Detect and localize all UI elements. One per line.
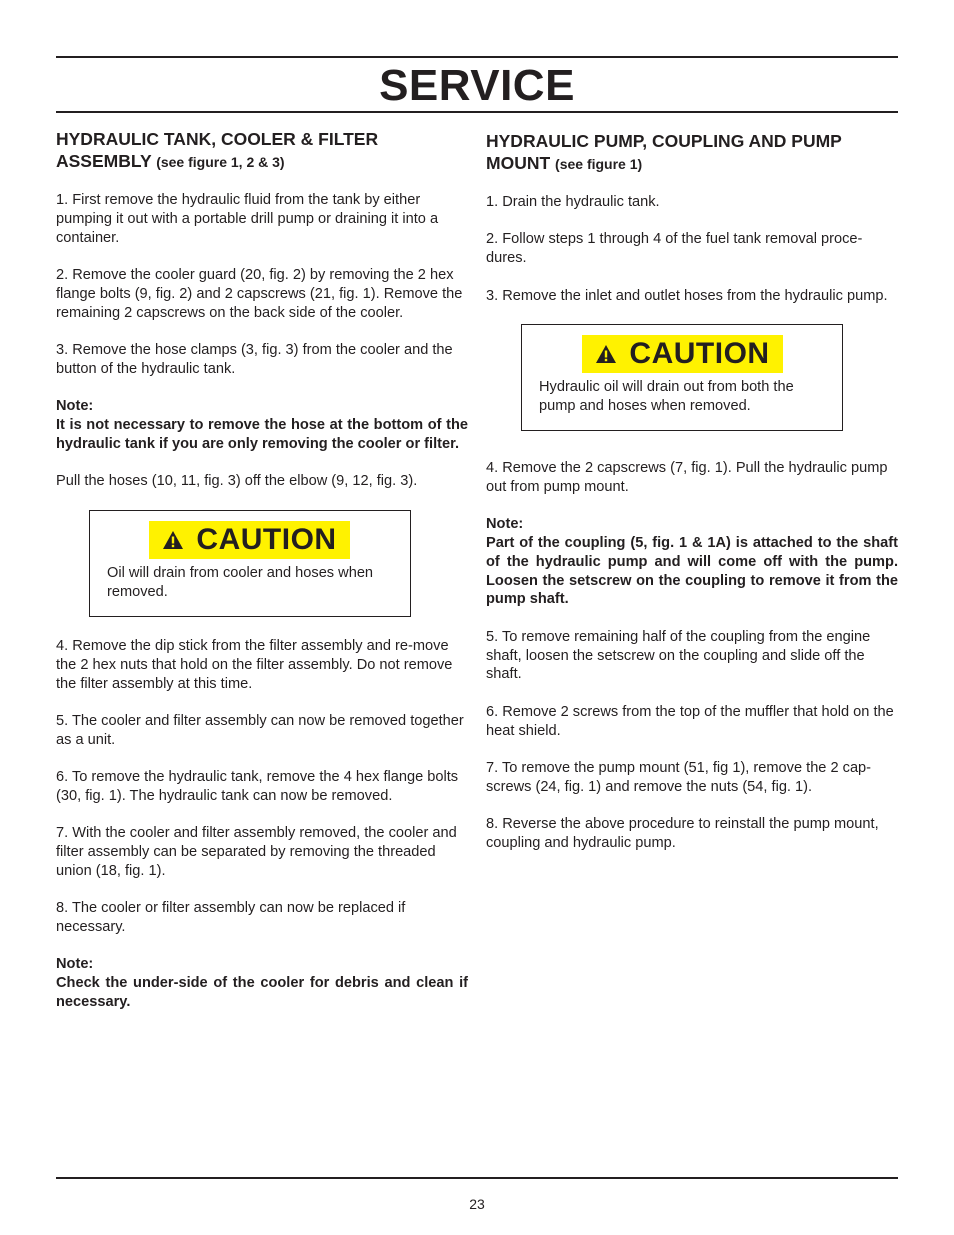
step-8: 8. Reverse the above procedure to reinstall the pump mount, coupling and hydraulic pump. — [486, 816, 879, 851]
section-heading-hydraulic-pump — [486, 130, 898, 175]
step-5: 5. To remove remaining half of the coupling from the engine shaft, loosen the setscrew on the coupling and slide off the shaft. — [486, 628, 871, 683]
step-3: 3. Remove the hose clamps (3, fig. 3) from the cooler and the button of the hydraulic tank. — [56, 341, 453, 377]
step-7: 7. To remove the pump mount (51, fig 1), remove the 2 cap-screws (24, fig. 1) and remove the nuts (54, fig. 1). — [486, 759, 872, 795]
step-7: 7. With the cooler and filter assembly removed, the cooler and filter assembly can be separated by removing the threaded union (18, fig. 1). — [56, 825, 457, 879]
pull-hoses-step: Pull the hoses (10, 11, fig. 3) off the elbow (9, 12, fig. 3). — [56, 473, 418, 490]
caution-box-oil-drain — [89, 510, 411, 617]
note-text: Check the under-side of the cooler for debris and clean if necessary. — [56, 975, 468, 1011]
page-title: SERVICE — [379, 61, 575, 110]
caution-label: CAUTION — [196, 522, 337, 556]
step-6: 6. Remove 2 screws from the top of the muffler that hold on the heat shield. — [486, 703, 894, 739]
note-label: Note: — [56, 956, 94, 973]
heading-figure-ref: (see figure 1) — [555, 156, 643, 172]
left-column — [56, 128, 468, 1030]
step-5: 5. The cooler and filter assembly can now be removed together as a unit. — [56, 712, 464, 748]
note-text: Part of the coupling (5, fig. 1 & 1A) is attached to the shaft of the hydraulic pump and will come off with the pump. Loosen the setscrew on the coupling to remove it from the pump shaft. — [486, 534, 898, 608]
caution-text: Oil will drain from cooler and hoses when removed. — [107, 564, 374, 600]
section-heading-hydraulic-tank — [56, 128, 468, 173]
caution-banner — [582, 335, 783, 373]
step-1: 1. First remove the hydraulic fluid from the tank by either pumping it out with a portable drill pump or draining it into a container. — [56, 192, 439, 246]
step-1: 1. Drain the hydraulic tank. — [486, 194, 660, 210]
step-4: 4. Remove the 2 capscrews (7, fig. 1). Pull the hydraulic pump out from pump mount. — [486, 459, 888, 495]
step-2: 2. Remove the cooler guard (20, fig. 2) by removing the 2 hex flange bolts (9, fig. 2) and 2 capscrews (21, fig. 1). Remove the remaining 2 capscrews on the back side of the cooler. — [56, 266, 463, 321]
right-column — [486, 130, 898, 871]
footer-rule — [56, 1177, 898, 1179]
step-8: 8. The cooler or filter assembly can now be replaced if necessary. — [56, 900, 406, 936]
heading-figure-ref: (see figure 1, 2 & 3) — [156, 154, 285, 170]
caution-banner — [149, 521, 350, 559]
caution-box-hydraulic-oil — [521, 324, 843, 431]
caution-text: Hydraulic oil will drain out from both the pump and hoses when removed. — [539, 378, 794, 414]
title-underline-rule — [56, 111, 898, 113]
step-4: 4. Remove the dip stick from the filter assembly and re-move the 2 hex nuts that hold on the filter assembly. Do not remove the filter assembly at this time. — [56, 637, 453, 692]
step-2: 2. Follow steps 1 through 4 of the fuel tank removal proce-dures. — [486, 231, 863, 267]
warning-triangle-icon — [595, 344, 617, 364]
caution-label: CAUTION — [629, 336, 770, 370]
step-6: 6. To remove the hydraulic tank, remove the 4 hex flange bolts (30, fig. 1). The hydraulic tank can now be removed. — [56, 769, 459, 804]
note-label: Note: — [486, 516, 524, 533]
heading-main: HYDRAULIC PUMP, COUPLING AND PUMP MOUNT — [486, 131, 842, 173]
page-number: 23 — [469, 1196, 485, 1212]
note-label: Note: — [56, 398, 94, 415]
warning-triangle-icon — [162, 530, 184, 550]
note-text: It is not necessary to remove the hose at the bottom of the hydraulic tank if you are only removing the cooler or filter. — [56, 416, 468, 452]
step-3: 3. Remove the inlet and outlet hoses from the hydraulic pump. — [486, 287, 888, 304]
heading-main: HYDRAULIC TANK, COOLER & FILTER ASSEMBLY — [56, 129, 379, 171]
